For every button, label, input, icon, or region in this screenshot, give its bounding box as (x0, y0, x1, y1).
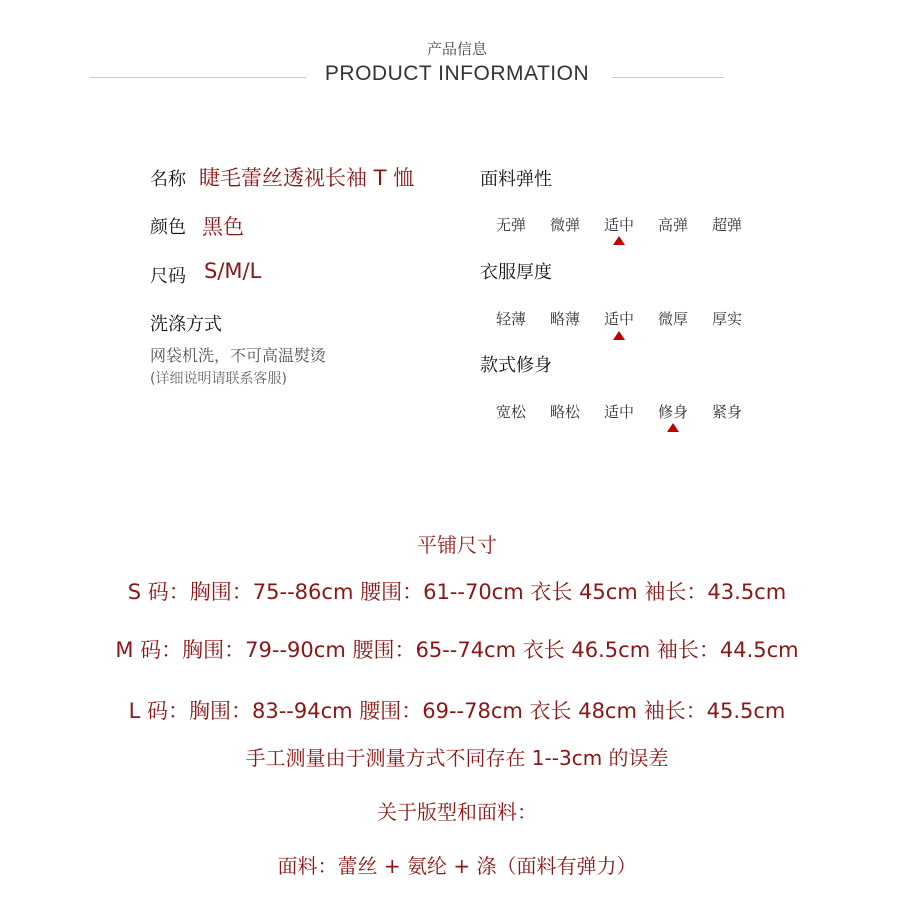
size-row-m: M 码：胸围：79--90cm 腰围：65--74cm 衣长 46.5cm 袖长：44.5cm (115, 638, 799, 662)
rating-option: 无弹 (495, 216, 526, 234)
rating-option: 修身 (657, 403, 688, 421)
fabric-heading: 关于版型和面料： (377, 800, 537, 824)
wash-text: 网袋机洗，不可高温熨烫 (150, 346, 327, 365)
rating-option: 略薄 (549, 310, 580, 328)
measure-note: 手工测量由于测量方式不同存在 1--3cm 的误差 (245, 746, 669, 770)
rating-option: 适中 (603, 403, 634, 421)
selected-marker-icon (613, 236, 625, 245)
rating-option: 超弹 (711, 216, 742, 234)
size-label: 尺码 (150, 266, 186, 287)
rating-option: 适中 (603, 216, 634, 234)
size-table-title: 平铺尺寸 (417, 533, 497, 557)
rating-option: 略松 (549, 403, 580, 421)
rating-option: 微厚 (657, 310, 688, 328)
size-row-s: S 码：胸围：75--86cm 腰围：61--70cm 衣长 45cm 袖长：43.5cm (127, 580, 787, 604)
size-value: S/M/L (204, 259, 262, 283)
selected-marker-icon (613, 331, 625, 340)
rating-option: 适中 (603, 310, 634, 328)
color-label: 颜色 (150, 217, 186, 238)
fabric-text: 面料：蕾丝 + 氨纶 + 涤（面料有弹力） (277, 854, 637, 878)
rating-option: 宽松 (495, 403, 526, 421)
rating-title-elasticity: 面料弹性 (480, 169, 552, 190)
rating-option: 微弹 (549, 216, 580, 234)
wash-label: 洗涤方式 (150, 314, 222, 335)
rating-option: 轻薄 (495, 310, 526, 328)
name-label: 名称 (150, 169, 186, 190)
rating-option: 厚实 (711, 310, 742, 328)
rating-option: 高弹 (657, 216, 688, 234)
color-value: 黑色 (202, 215, 244, 239)
header-title-cn: 产品信息 (426, 40, 487, 58)
rating-title-thickness: 衣服厚度 (480, 262, 552, 283)
selected-marker-icon (667, 423, 679, 432)
rating-option: 紧身 (711, 403, 742, 421)
header-title-en: PRODUCT INFORMATION (324, 62, 590, 85)
rating-title-fit: 款式修身 (480, 355, 552, 376)
size-row-l: L 码：胸围：83--94cm 腰围：69--78cm 衣长 48cm 袖长：45.5cm (128, 699, 786, 723)
name-value: 睫毛蕾丝透视长袖 T 恤 (199, 166, 415, 190)
wash-note: (详细说明请联系客服) (150, 371, 287, 387)
